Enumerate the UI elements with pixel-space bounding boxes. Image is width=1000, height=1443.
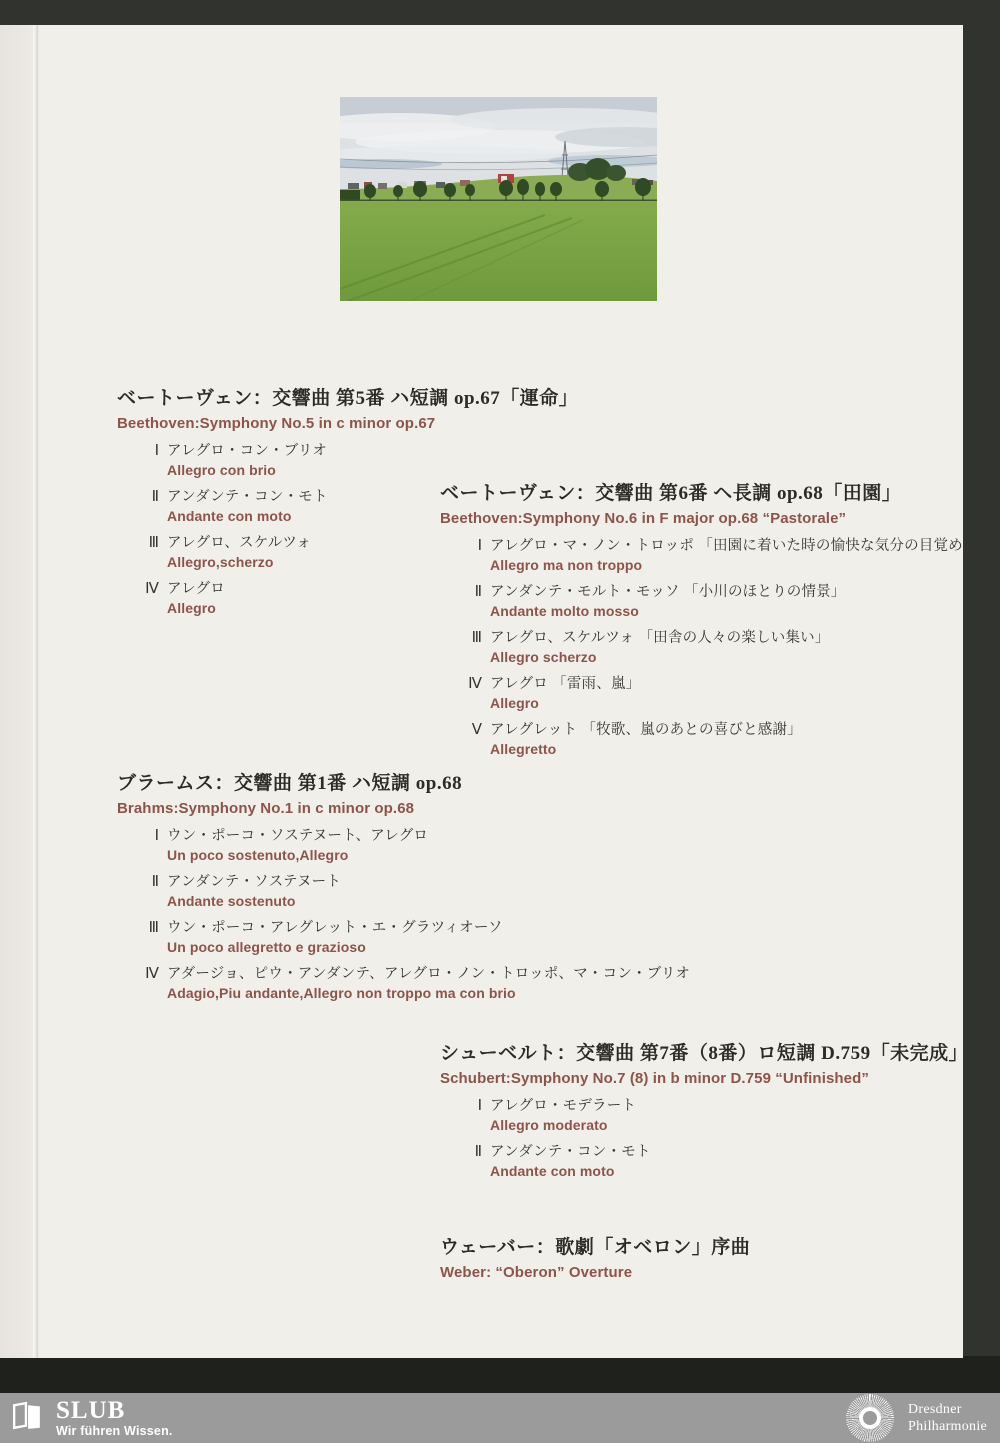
movement-row	[462, 537, 978, 574]
program-title-en: Brahms:Symphony No.1 in c minor op.68	[117, 800, 415, 817]
program-title-jp: ウェーバー：歌劇「オベロン」序曲	[440, 1237, 751, 1258]
landscape-photo-art	[340, 97, 657, 301]
movement-title-en: Andante sostenuto	[167, 893, 296, 909]
movement-number: Ⅳ	[145, 966, 159, 982]
movement-list	[440, 537, 978, 758]
movement-number: Ⅱ	[151, 874, 159, 890]
movement-title-en: Allegro,scherzo	[167, 554, 274, 570]
movement-title-en: Allegretto	[490, 741, 557, 757]
movement-row	[139, 827, 597, 864]
program-title-jp: シューベルト：交響曲 第7番（8番）ロ短調 D.759「未完成」	[440, 1043, 969, 1064]
movement-number: Ⅲ	[148, 920, 159, 936]
movement-number: Ⅰ	[477, 538, 482, 554]
program-title-en: Schubert:Symphony No.7 (8) in b minor D.759 “Unfinished”	[440, 1070, 869, 1087]
movement-title-jp: アレグレット 「牧歌、嵐のあとの喜びと感謝」	[490, 722, 802, 738]
movement-row	[462, 583, 940, 620]
movement-number: Ⅰ	[154, 828, 159, 844]
movement-title-jp: アレグロ・コン・ブリオ	[167, 443, 328, 459]
movement-number: Ⅰ	[477, 1098, 482, 1114]
movement-title-jp: アレグロ、スケルツォ	[167, 535, 312, 551]
program-title-jp: ブラームス：交響曲 第1番 ハ短調 op.68	[117, 773, 463, 794]
scan-background	[0, 1356, 1000, 1393]
dresdner-philharmonie-starburst-icon	[846, 1394, 894, 1442]
landscape-photo	[340, 97, 657, 301]
program-brahms-1	[117, 771, 691, 1011]
program-title-en: Beethoven:Symphony No.6 in F major op.68 “Pastorale”	[440, 510, 847, 527]
page-crease	[33, 25, 39, 1358]
movement-title-jp: アンダンテ・ソステヌート	[167, 874, 342, 890]
movement-title-jp: アンダンテ・モルト・モッソ 「小川のほとりの情景」	[490, 584, 846, 600]
movement-title-en: Andante molto mosso	[490, 603, 639, 619]
dp-name-line1: Dresdner	[908, 1402, 962, 1417]
program-weber-oberon	[440, 1235, 840, 1283]
movement-title-jp: アレグロ	[167, 581, 225, 597]
movement-row	[462, 721, 940, 758]
page-edge-strip	[0, 25, 33, 1358]
movement-row	[462, 629, 940, 666]
program-title-jp: ベートーヴェン：交響曲 第5番 ハ短調 op.67「運命」	[117, 388, 579, 409]
slub-tagline: Wir führen Wissen.	[56, 1424, 173, 1438]
movement-row	[139, 919, 597, 956]
movement-title-en: Un poco sostenuto,Allegro	[167, 847, 349, 863]
slub-name: SLUB	[56, 1397, 126, 1424]
movement-title-jp: アレグロ・マ・ノン・トロッポ 「田園に着いた時の愉快な気分の目覚め」	[490, 538, 978, 554]
movement-title-jp: アレグロ 「雷雨、嵐」	[490, 676, 641, 692]
movement-title-en: Adagio,Piu andante,Allegro non troppo ma con brio	[167, 985, 516, 1001]
movement-number: Ⅳ	[145, 581, 159, 597]
page-sheet	[0, 25, 978, 1358]
movement-title-en: Allegro	[167, 600, 216, 616]
movement-row	[462, 675, 940, 712]
movement-title-en: Allegro con brio	[167, 462, 276, 478]
movement-row	[462, 1143, 940, 1180]
movement-title-jp: アンダンテ・コン・モト	[490, 1144, 651, 1160]
movement-number: Ⅱ	[474, 584, 482, 600]
slub-logo	[12, 1398, 173, 1439]
movement-number: Ⅳ	[468, 676, 482, 692]
movement-title-en: Allegro	[490, 695, 539, 711]
movement-row	[462, 1097, 940, 1134]
movement-number: Ⅲ	[148, 535, 159, 551]
movement-title-jp: アレグロ、スケルツォ 「田舎の人々の楽しい集い」	[490, 630, 830, 646]
movement-row	[139, 442, 547, 479]
movement-row	[139, 873, 597, 910]
movement-number: Ⅱ	[474, 1144, 482, 1160]
movement-title-en: Allegro moderato	[490, 1117, 608, 1133]
movement-title-jp: アンダンテ・コン・モト	[167, 489, 328, 505]
dresdner-philharmonie-name	[908, 1401, 987, 1435]
movement-number: Ⅱ	[151, 489, 159, 505]
movement-title-jp: アダージョ、ピウ・アンダンテ、アレグロ・ノン・トロッポ、マ・コン・ブリオ	[167, 966, 691, 982]
program-title-jp: ベートーヴェン：交響曲 第6番 ヘ長調 op.68「田園」	[440, 483, 902, 504]
movement-title-jp: アレグロ・モデラート	[490, 1098, 637, 1114]
movement-title-en: Un poco allegretto e grazioso	[167, 939, 366, 955]
movement-title-jp: ウン・ポーコ・アレグレット・エ・グラツィオーソ	[167, 920, 503, 936]
program-title-en: Beethoven:Symphony No.5 in c minor op.67	[117, 415, 436, 432]
dp-name-line2: Philharmonie	[908, 1419, 988, 1434]
movement-number: Ⅴ	[471, 722, 482, 738]
movement-list	[117, 827, 691, 1002]
slub-book-icon	[12, 1401, 42, 1431]
movement-number: Ⅲ	[471, 630, 482, 646]
movement-title-en: Andante con moto	[167, 508, 292, 524]
movement-list	[440, 1097, 940, 1180]
movement-title-en: Allegro ma non troppo	[490, 557, 643, 573]
footer-bar	[0, 1393, 1000, 1443]
program-beethoven-6	[440, 481, 978, 767]
program-schubert-7	[440, 1041, 969, 1189]
movement-row	[139, 965, 691, 1002]
movement-title-en: Allegro scherzo	[490, 649, 597, 665]
movement-title-jp: ウン・ポーコ・ソステヌート、アレグロ	[167, 828, 429, 844]
program-title-en: Weber: “Oberon” Overture	[440, 1264, 633, 1281]
movement-title-en: Andante con moto	[490, 1163, 615, 1179]
movement-number: Ⅰ	[154, 443, 159, 459]
